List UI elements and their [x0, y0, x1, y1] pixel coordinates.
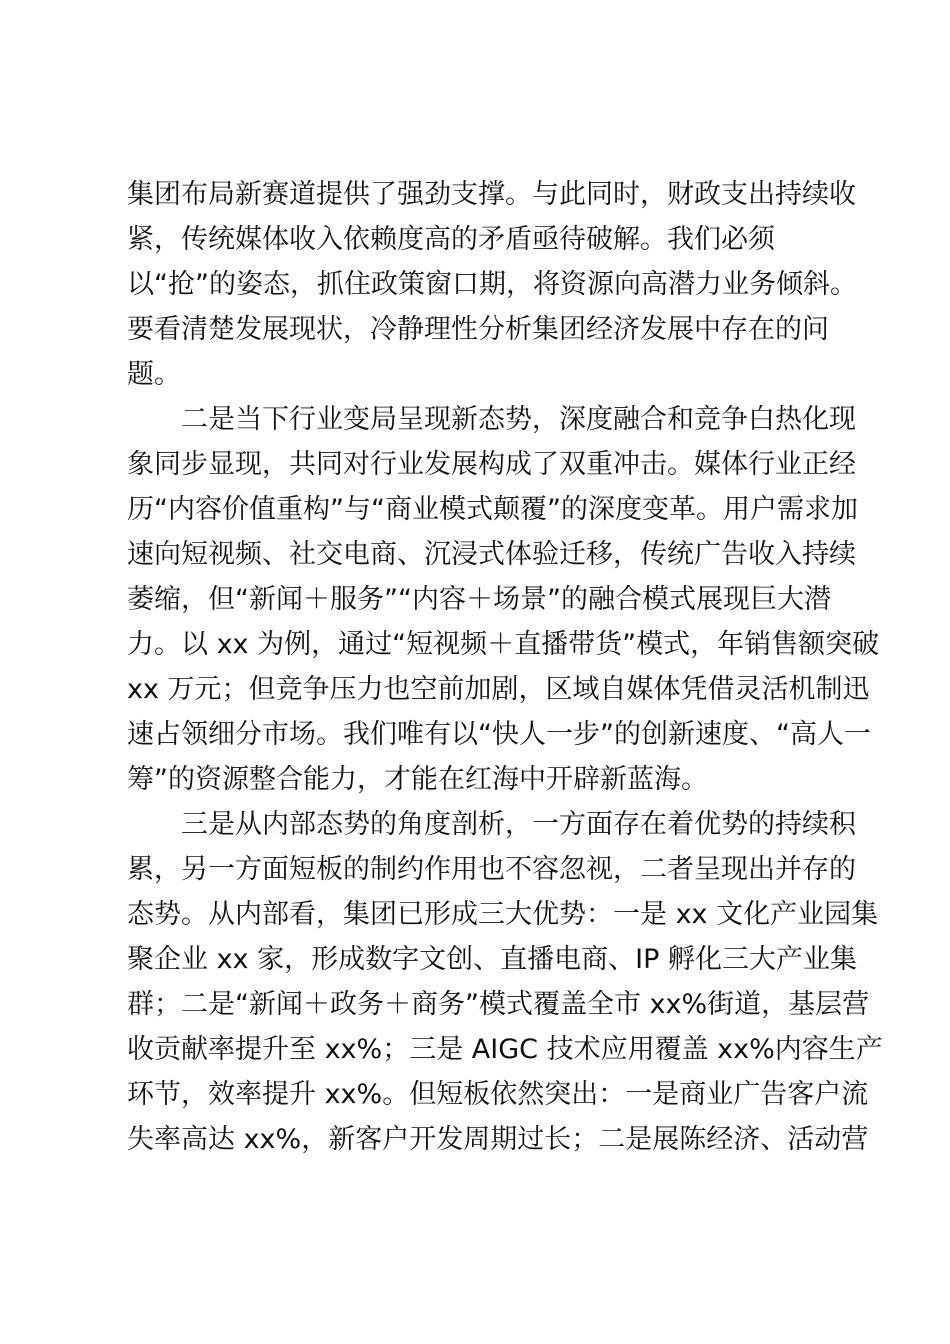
text-line: 紧，传统媒体收入依赖度高的矛盾亟待破解。我们必须	[127, 224, 775, 255]
text-line: 筹”的资源整合能力，才能在红海中开辟新蓝海。	[127, 764, 708, 795]
text-line: 要看清楚发展现状，冷静理性分析集团经济发展中存在的问	[127, 314, 829, 345]
text-line: 力。以 xx 为例，通过“短视频＋直播带货”模式，年销售额突破	[127, 629, 880, 660]
text-line: xx 万元；但竞争压力也空前加剧，区域自媒体凭借灵活机制迅	[127, 674, 870, 705]
text-line: 以“抢”的姿态，抓住政策窗口期，将资源向高潜力业务倾斜。	[127, 269, 857, 300]
text-line: 速向短视频、社交电商、沉浸式体验迁移，传统广告收入持续	[127, 539, 856, 570]
text-line: 萎缩，但“新闻＋服务”“内容＋场景”的融合模式展现巨大潜	[127, 584, 831, 615]
text-line: 象同步显现，共同对行业发展构成了双重冲击。媒体行业正经	[127, 449, 856, 480]
text-line: 历“内容价值重构”与“商业模式颠覆”的深度变革。用户需求加	[127, 494, 858, 525]
text-line: 收贡献率提升至 xx%；三是 AIGC 技术应用覆盖 xx%内容生产	[127, 1034, 883, 1065]
text-line: 集团布局新赛道提供了强劲支撑。与此同时，财政支出持续收	[127, 179, 856, 210]
text-line: 累，另一方面短板的制约作用也不容忽视，二者呈现出并存的	[127, 854, 856, 885]
text-line: 速占领细分市场。我们唯有以“快人一步”的创新速度、“高人一	[127, 719, 871, 750]
text-line: 环节，效率提升 xx%。但短板依然突出：一是商业广告客户流	[127, 1079, 869, 1110]
text-line: 群；二是“新闻＋政务＋商务”模式覆盖全市 xx%街道，基层营	[127, 989, 870, 1020]
paragraph-start-line: 三是从内部态势的角度剖析，一方面存在着优势的持续积	[181, 809, 856, 840]
text-line: 题。	[127, 359, 181, 390]
paragraph-start-line: 二是当下行业变局呈现新态势，深度融合和竞争白热化现	[181, 404, 856, 435]
text-line: 失率高达 xx%，新客户开发周期过长；二是展陈经济、活动营	[127, 1124, 869, 1155]
body-text	[127, 172, 883, 1162]
text-line: 态势。从内部看，集团已形成三大优势：一是 xx 文化产业园集	[127, 899, 879, 930]
text-line: 聚企业 xx 家，形成数字文创、直播电商、IP 孵化三大产业集	[127, 944, 857, 975]
